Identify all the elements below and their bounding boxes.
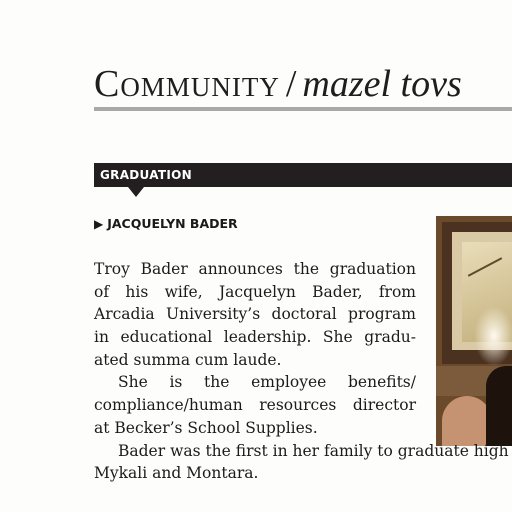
category-label: GRADUATION xyxy=(100,168,192,182)
subsection-name: mazel tovs xyxy=(302,63,462,105)
paragraph-1 xyxy=(94,258,509,371)
paragraph-2 xyxy=(94,371,509,439)
body-line: compliance/human resources director xyxy=(94,396,416,415)
headline-arrow-icon: ▶ xyxy=(94,217,104,231)
section-title xyxy=(94,62,462,106)
article-headline xyxy=(94,216,238,232)
headline-text: JACQUELYN BADER xyxy=(107,216,238,231)
category-pointer xyxy=(128,187,144,197)
body-line: in educational leadership. She gradu- xyxy=(94,328,416,347)
body-line: at Becker’s School Supplies. xyxy=(94,418,318,437)
body-line: Mykali and Montara. xyxy=(94,464,259,483)
body-line: Arcadia University’s doctoral program xyxy=(94,305,416,324)
title-separator: / xyxy=(285,63,297,105)
body-line: She is the employee benefits/ xyxy=(118,373,416,392)
title-rule xyxy=(94,107,512,111)
body-line: ated summa cum laude. xyxy=(94,350,282,369)
section-name: Community xyxy=(94,63,280,105)
article-body xyxy=(94,258,509,485)
category-banner xyxy=(94,163,512,187)
body-line: of his wife, Jacquelyn Bader, from xyxy=(94,282,416,301)
body-line: Troy Bader announces the graduation xyxy=(94,260,416,278)
paragraph-3 xyxy=(94,440,509,485)
body-line: Bader was the first in her family to graduate high xyxy=(118,441,509,460)
